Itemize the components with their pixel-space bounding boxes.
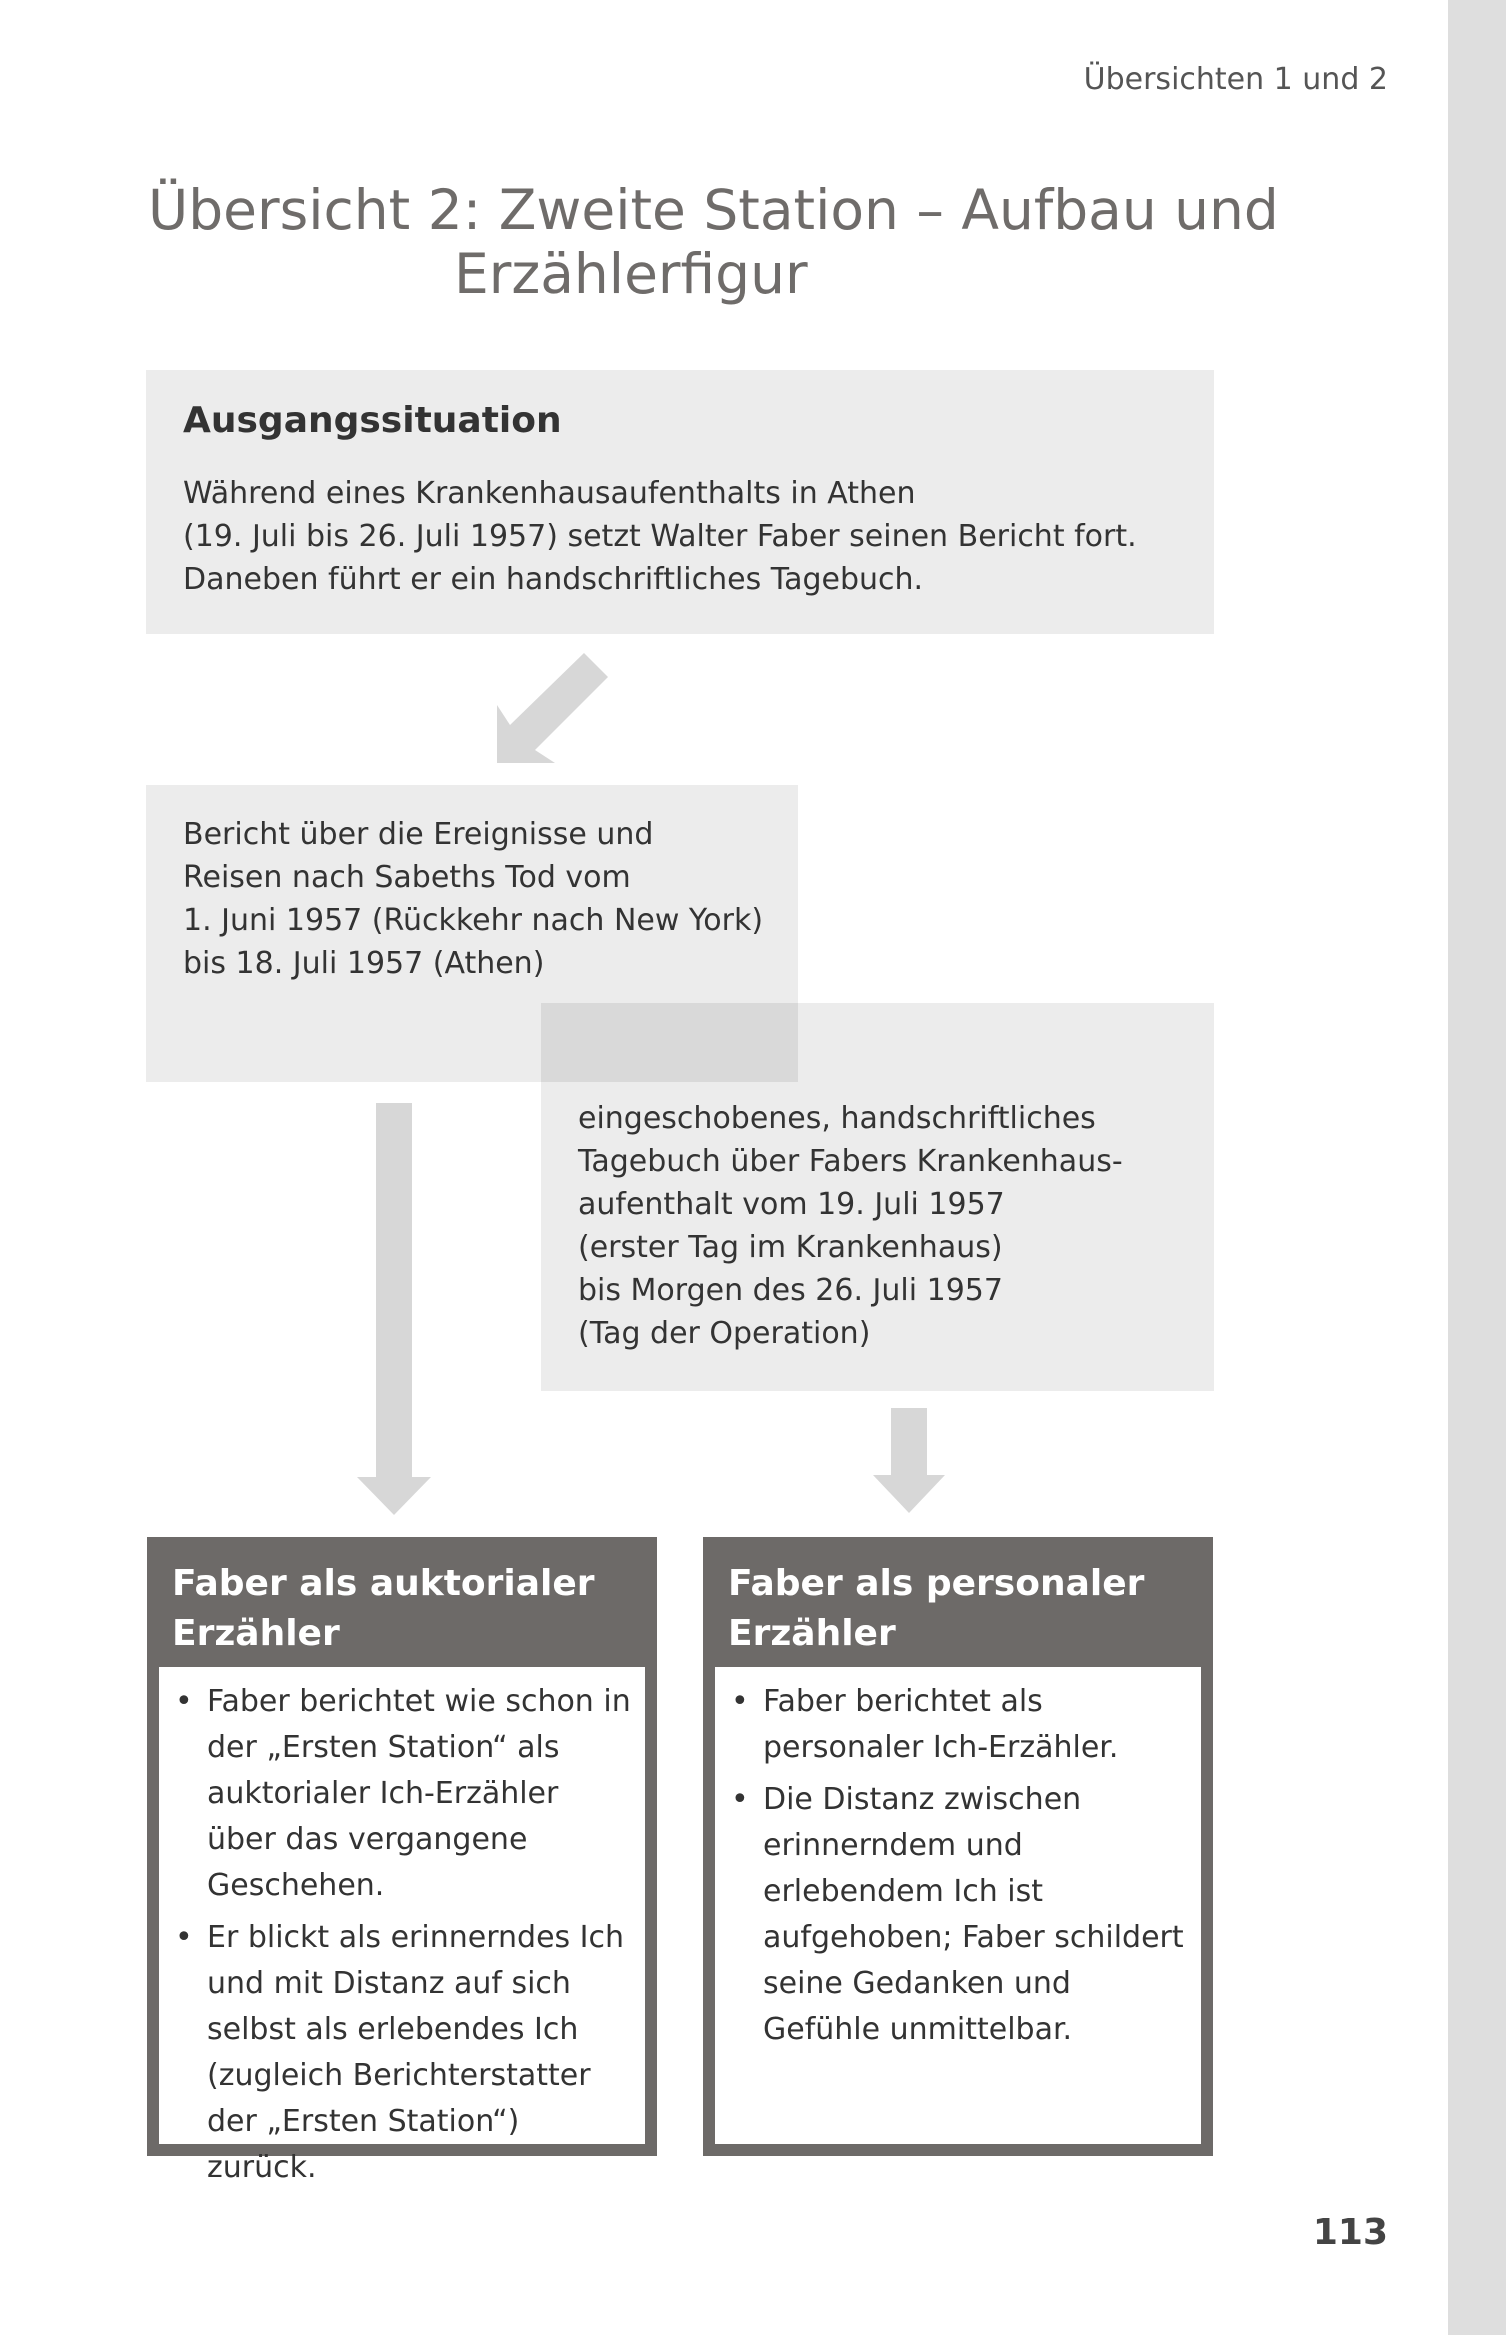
heading-line: Faber als auktorialer xyxy=(172,1563,595,1604)
personal-narrator-content xyxy=(715,1667,1201,2144)
title-line-2: Erzählerfigur xyxy=(454,242,808,306)
report-text xyxy=(183,813,763,985)
title-line-1: Übersicht 2: Zweite Station – Aufbau und xyxy=(148,178,1279,242)
running-head: Übersichten 1 und 2 xyxy=(1083,62,1388,97)
diary-text xyxy=(578,1097,1123,1355)
down-arrow-right xyxy=(873,1408,945,1513)
auctorial-narrator-content xyxy=(159,1667,645,2185)
diary-line: aufenthalt vom 19. Juli 1957 xyxy=(578,1187,1005,1222)
bullet-text: Er blickt als erinnerndes Ich und mit Distanz auf sich selbst als erlebendes Ich (zugleich Berichterstatter der „Ersten Station“) zurück. xyxy=(207,1920,625,2185)
auctorial-bullet-list xyxy=(175,1679,635,2197)
page-number: 113 xyxy=(1312,2212,1388,2253)
start-situation-heading: Ausgangssituation xyxy=(183,400,562,441)
auctorial-narrator-heading xyxy=(172,1559,595,1659)
down-arrow-left xyxy=(357,1103,431,1515)
heading-line: Faber als personaler xyxy=(728,1563,1145,1604)
diary-line: bis Morgen des 26. Juli 1957 xyxy=(578,1273,1003,1308)
bullet-text: Die Distanz zwischen erinnerndem und erlebendem Ich ist aufgehoben; Faber schildert seine Gedanken und Gefühle unmittelbar. xyxy=(763,1782,1184,2047)
box-overlap-area xyxy=(541,1003,798,1082)
report-line: Bericht über die Ereignisse und xyxy=(183,817,654,852)
report-line: bis 18. Juli 1957 (Athen) xyxy=(183,946,545,981)
diary-line: (erster Tag im Krankenhaus) xyxy=(578,1230,1003,1265)
personal-narrator-box xyxy=(703,1537,1213,2156)
bullet-icon: • xyxy=(175,1920,193,1955)
bullet-text: Faber berichtet wie schon in der „Ersten Station“ als auktorialer Ich-Erzähler über das vergangene Geschehen. xyxy=(207,1684,631,1903)
list-item xyxy=(175,1915,635,2191)
start-line: Daneben führt er ein handschriftliches Tagebuch. xyxy=(183,562,924,597)
list-item xyxy=(731,1777,1191,2053)
diary-line: (Tag der Operation) xyxy=(578,1316,871,1351)
list-item xyxy=(731,1679,1191,1771)
report-line: Reisen nach Sabeths Tod vom xyxy=(183,860,631,895)
personal-narrator-heading xyxy=(728,1559,1144,1659)
heading-line: Erzähler xyxy=(172,1613,340,1654)
diary-line: Tagebuch über Fabers Krankenhaus- xyxy=(578,1144,1123,1179)
start-line: Während eines Krankenhausaufenthalts in Athen xyxy=(183,476,916,511)
bullet-icon: • xyxy=(731,1684,749,1719)
bullet-text: Faber berichtet als personaler Ich-Erzähler. xyxy=(763,1684,1119,1765)
list-item xyxy=(175,1679,635,1909)
bullet-icon: • xyxy=(731,1782,749,1817)
heading-line: Erzähler xyxy=(728,1613,896,1654)
bullet-icon: • xyxy=(175,1684,193,1719)
diary-line: eingeschobenes, handschriftliches xyxy=(578,1101,1096,1136)
start-line: (19. Juli bis 26. Juli 1957) setzt Walter Faber seinen Bericht fort. xyxy=(183,519,1137,554)
auctorial-narrator-box xyxy=(147,1537,657,2185)
personal-bullet-list xyxy=(731,1679,1191,2059)
diagonal-arrow xyxy=(497,653,608,763)
report-line: 1. Juni 1957 (Rückkehr nach New York) xyxy=(183,903,764,938)
